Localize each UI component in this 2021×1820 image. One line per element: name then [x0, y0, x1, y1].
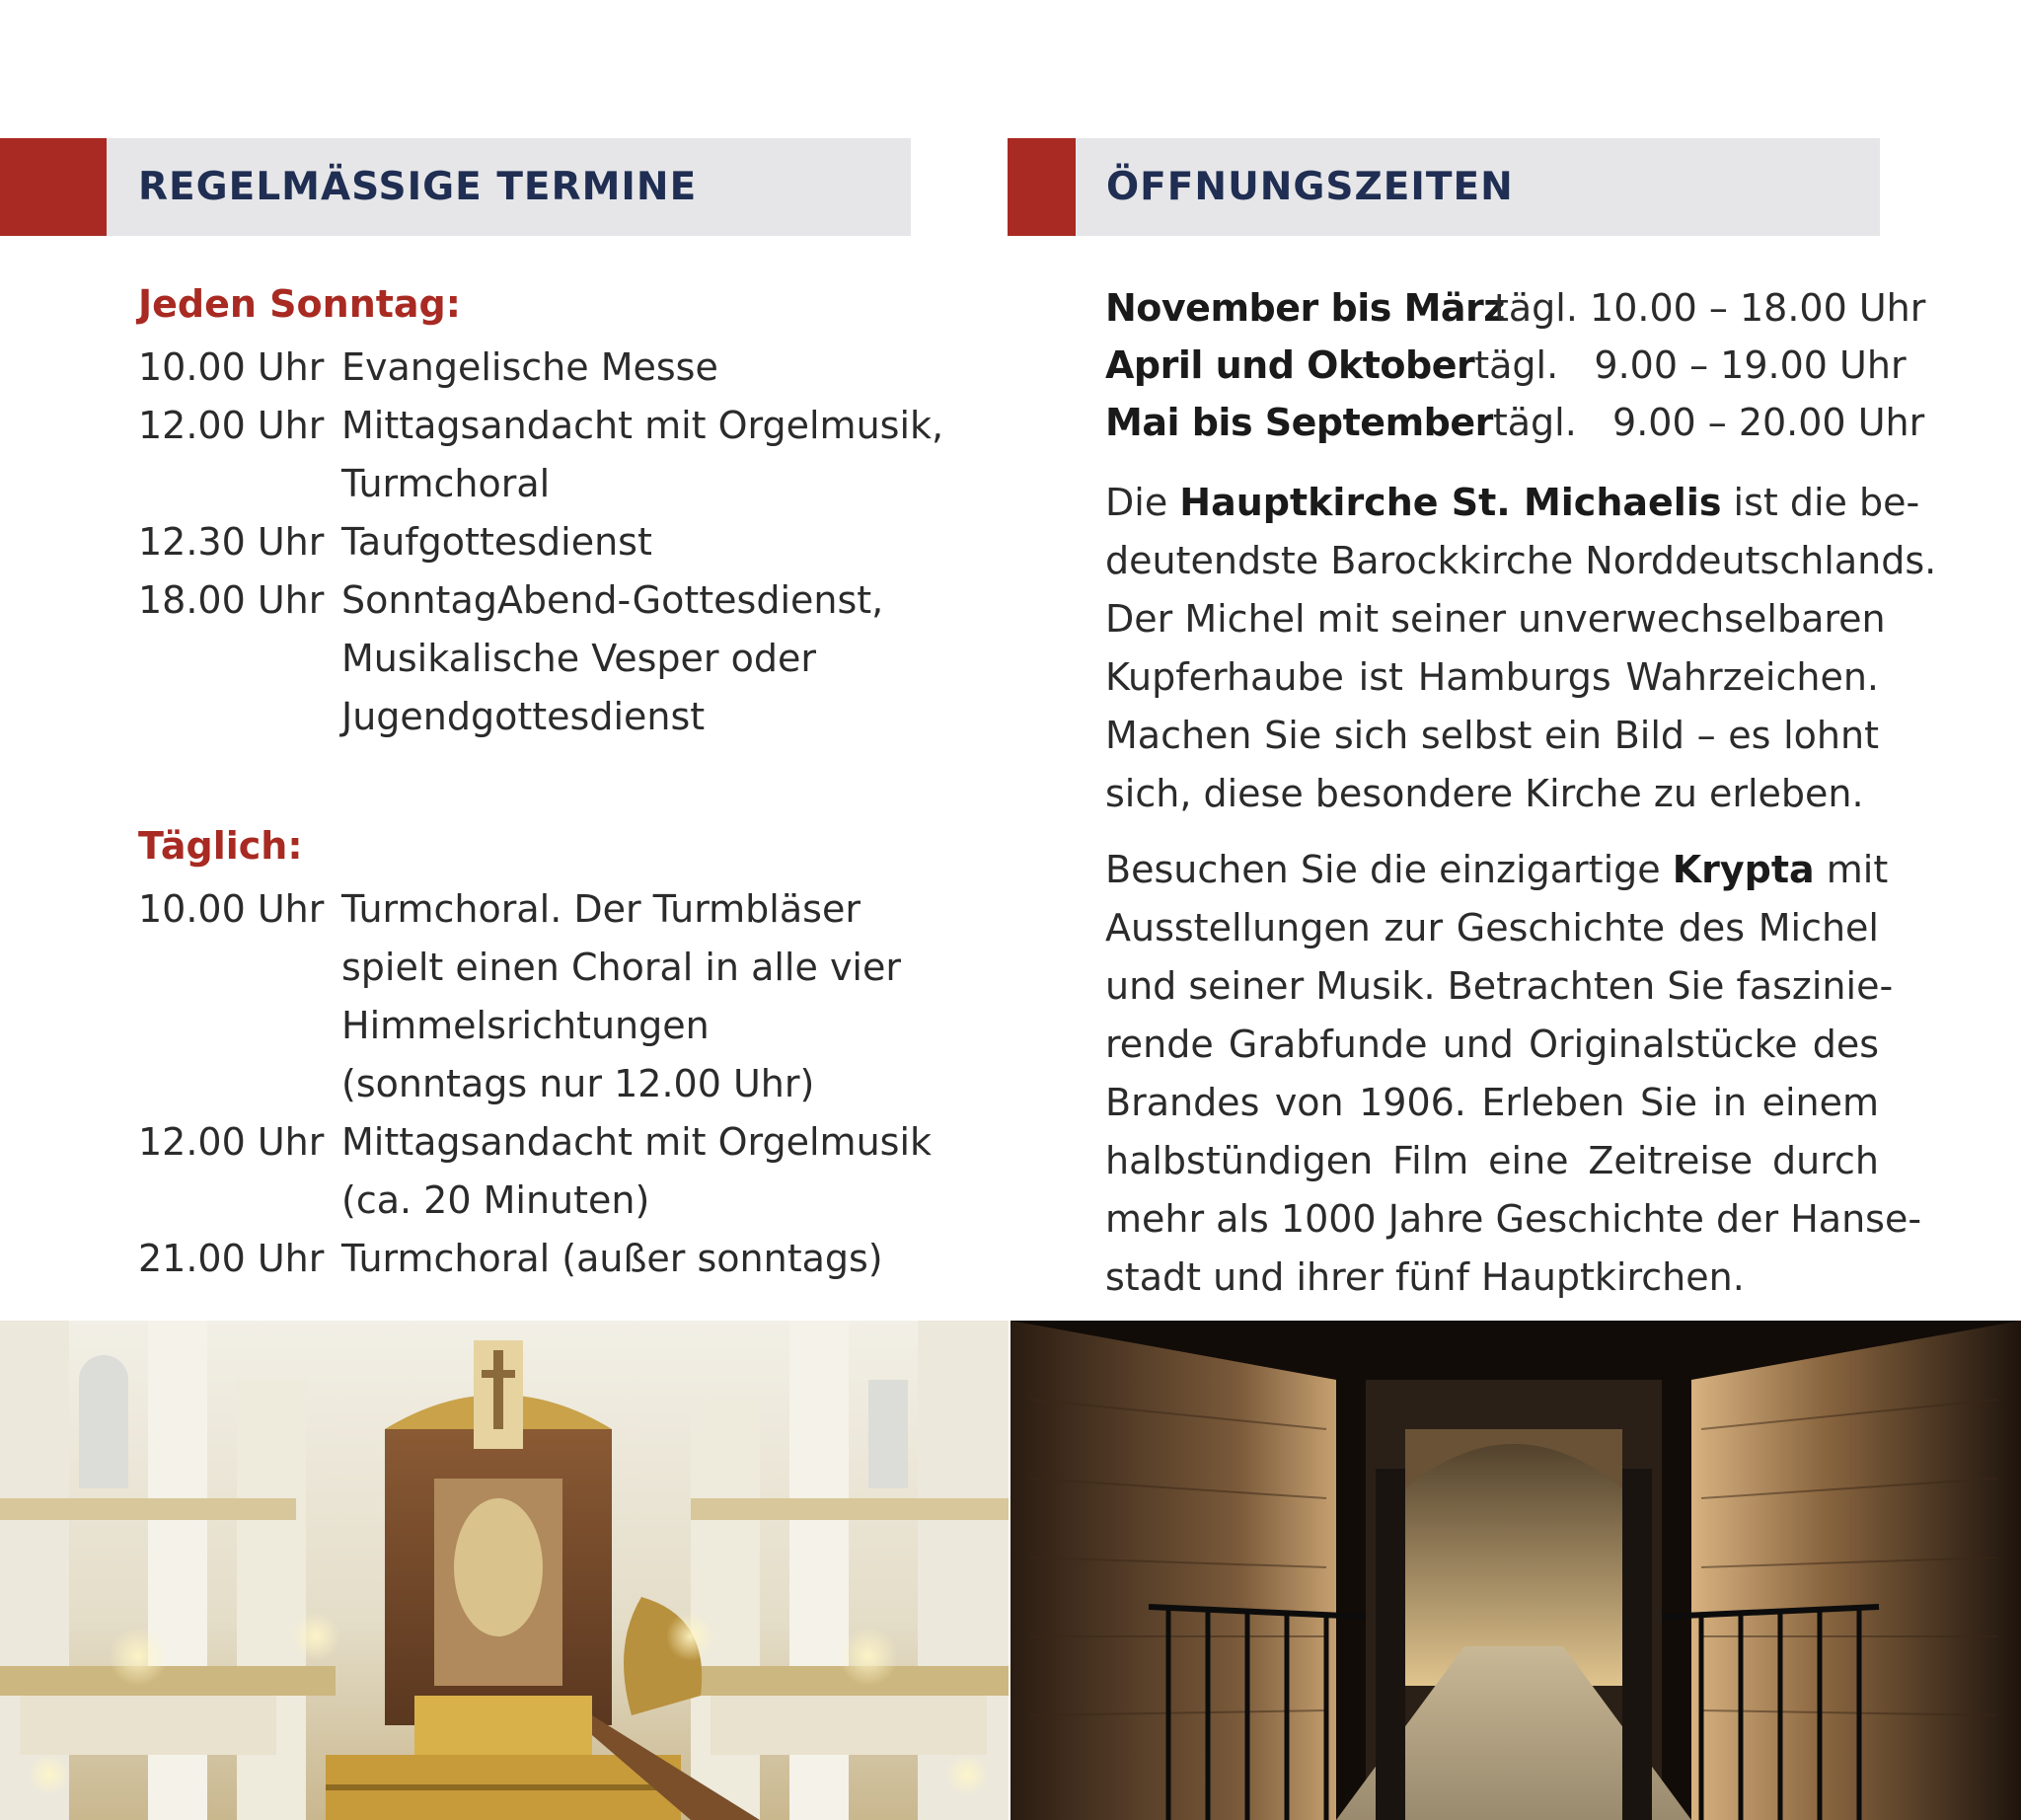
schedule-row	[138, 513, 918, 571]
sunday-label: Jeden Sonntag:	[138, 282, 461, 326]
section-title: ÖFFNUNGSZEITEN	[1106, 165, 1514, 209]
description-line: (sonntags nur 12.00 Uhr)	[341, 1062, 815, 1105]
description-line: Jugendgottesdienst	[341, 695, 706, 738]
description-line: Turmchoral. Der Turmbläser	[341, 887, 861, 931]
crypt-description-paragraph	[1105, 841, 1922, 1307]
schedule-description	[341, 1230, 918, 1288]
paragraph-line: sich, diese besondere Kirche zu erleben.	[1105, 772, 1864, 815]
description-line: Musikalische Vesper oder	[341, 637, 816, 680]
hours-season: April und Oktober	[1105, 343, 1475, 387]
church-description-paragraph	[1105, 474, 1937, 823]
paragraph-line: und seiner Musik. Betrachten Sie faszinie-	[1105, 964, 1894, 1008]
schedule-time: 12.30 Uhr	[138, 520, 325, 564]
schedule-row	[138, 880, 918, 1113]
paragraph-line: rende Grabfunde und Originalstücke des	[1105, 1023, 1879, 1066]
schedule-description	[341, 397, 943, 513]
text-run: mit	[1814, 848, 1889, 891]
description-line: Mittagsandacht mit Orgelmusik,	[341, 404, 944, 447]
paragraph-line: stadt und ihrer fünf Hauptkirchen.	[1105, 1255, 1745, 1299]
description-line: Mittagsandacht mit Orgelmusik	[341, 1120, 933, 1164]
schedule-description	[341, 1113, 932, 1230]
description-line: Turmchoral	[341, 462, 551, 505]
paragraph-line: Der Michel mit seiner unverwechselbaren	[1105, 597, 1886, 641]
schedule-time: 10.00 Uhr	[138, 887, 325, 931]
text-run: Besuchen Sie die einzigartige	[1105, 848, 1673, 891]
text-run: Die	[1105, 481, 1180, 524]
church-interior-photo	[0, 1321, 1009, 1820]
schedule-description	[341, 571, 918, 746]
opening-hours-table	[1105, 279, 1926, 451]
description-line: SonntagAbend-Gottesdienst,	[341, 578, 884, 622]
paragraph-line: Brandes von 1906. Erleben Sie in einem	[1105, 1081, 1879, 1124]
schedule-description	[341, 880, 918, 1113]
schedule-row	[138, 1230, 918, 1288]
paragraph-line: Kupferhaube ist Hamburgs Wahrzeichen.	[1105, 655, 1879, 699]
hours-time: tägl. 10.00 – 18.00 Uhr	[1494, 286, 1926, 330]
schedule-description	[341, 339, 918, 397]
crypt-corridor-photo	[1010, 1321, 2021, 1820]
paragraph-line	[1105, 474, 1920, 532]
schedule-row	[138, 339, 918, 397]
schedule-time: 12.00 Uhr	[138, 404, 325, 447]
paragraph-line: Ausstellungen zur Geschichte des Michel	[1105, 906, 1879, 949]
paragraph-line: Machen Sie sich selbst ein Bild – es lohnt	[1105, 714, 1879, 757]
description-line: Himmelsrichtungen	[341, 1004, 710, 1047]
schedule-time: 18.00 Uhr	[138, 578, 325, 622]
hours-row	[1105, 279, 1926, 337]
description-line: Taufgottesdienst	[341, 520, 652, 564]
text-run: ist die be-	[1721, 481, 1920, 524]
description-line: (ca. 20 Minuten)	[341, 1178, 650, 1222]
schedule-row	[138, 1113, 933, 1230]
header-accent-bar	[0, 138, 107, 236]
paragraph-line	[1105, 841, 1889, 899]
paragraph-line: deutendste Barockkirche Norddeutschlands.	[1105, 539, 1937, 582]
daily-schedule	[138, 880, 933, 1288]
section-title: REGELMÄSSIGE TERMINE	[138, 165, 698, 209]
paragraph-line: mehr als 1000 Jahre Geschichte der Hanse-	[1105, 1197, 1922, 1241]
description-line: Evangelische Messe	[341, 345, 718, 389]
schedule-time: 21.00 Uhr	[138, 1237, 325, 1280]
schedule-description	[341, 513, 918, 571]
hours-time: tägl. 9.00 – 19.00 Uhr	[1474, 343, 1907, 387]
header-accent-bar	[1008, 138, 1076, 236]
hours-time: tägl. 9.00 – 20.00 Uhr	[1492, 401, 1925, 444]
text-run-bold: Hauptkirche St. Michaelis	[1179, 481, 1722, 524]
section-header-regular-dates	[0, 138, 911, 236]
schedule-row	[138, 397, 944, 513]
sunday-schedule	[138, 339, 944, 746]
description-line: Turmchoral (außer sonntags)	[341, 1237, 883, 1280]
schedule-time: 12.00 Uhr	[138, 1120, 325, 1164]
schedule-row	[138, 571, 918, 746]
hours-row	[1105, 337, 1907, 394]
section-header-opening-hours	[1008, 138, 1880, 236]
hours-row	[1105, 394, 1925, 451]
paragraph-line: halbstündigen Film eine Zeitreise durch	[1105, 1139, 1879, 1182]
hours-season: November bis März	[1105, 286, 1505, 330]
daily-label: Täglich:	[138, 824, 303, 868]
schedule-time: 10.00 Uhr	[138, 345, 325, 389]
description-line: spielt einen Choral in alle vier	[341, 946, 901, 989]
hours-season: Mai bis September	[1105, 401, 1493, 444]
text-run-bold: Krypta	[1672, 848, 1815, 891]
